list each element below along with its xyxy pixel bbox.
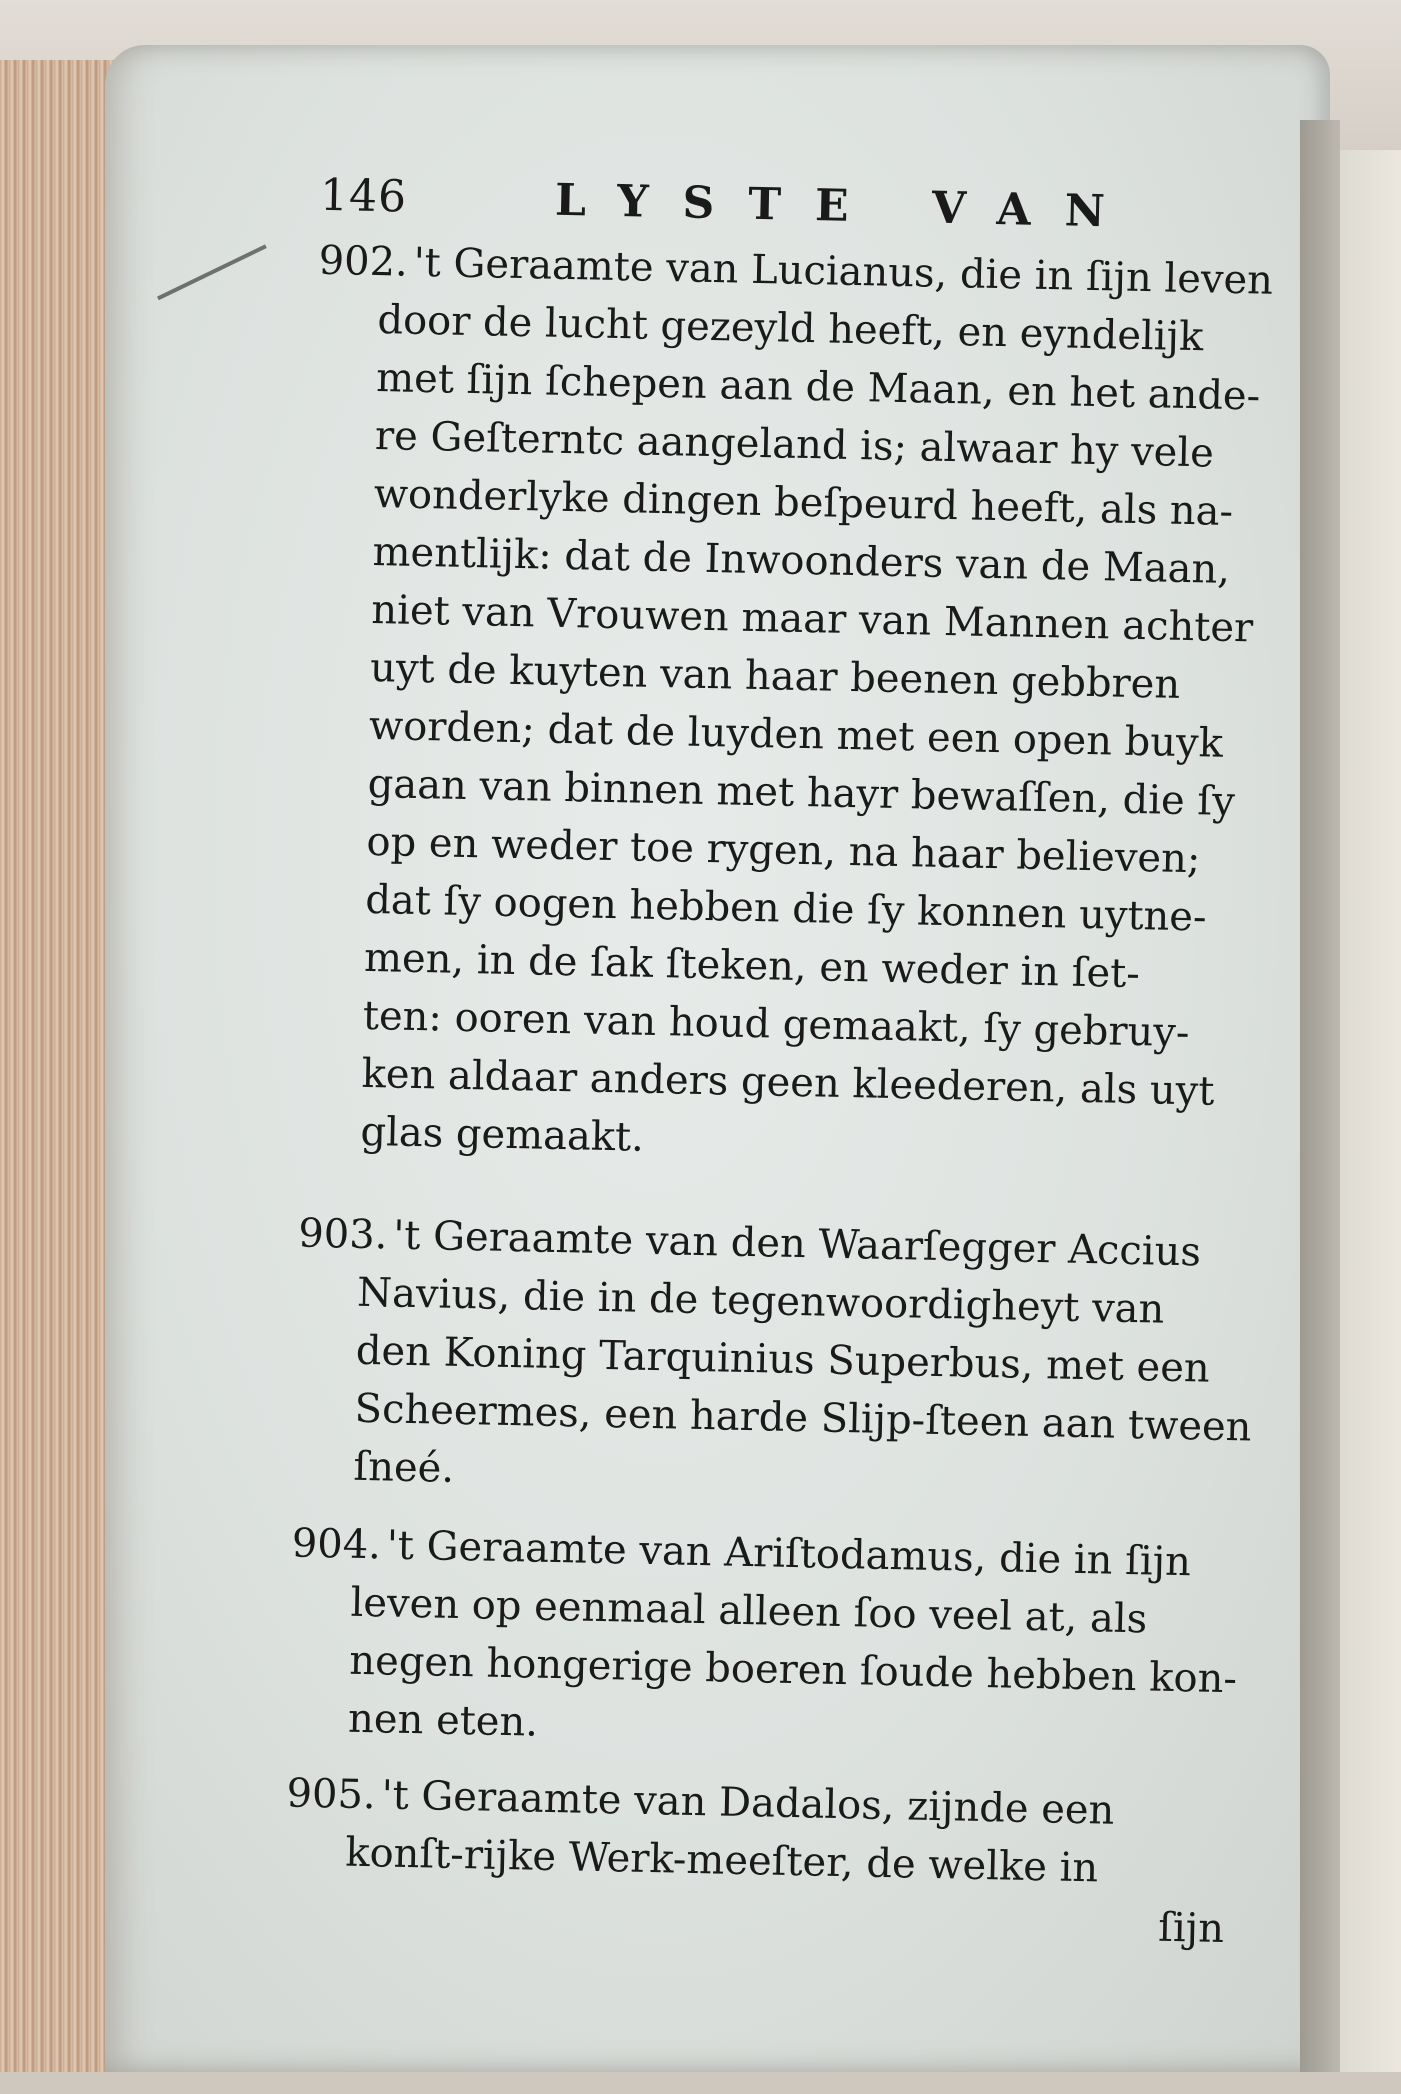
entry-number: 904. [291, 1520, 382, 1569]
entry-number: 903. [297, 1210, 388, 1259]
entry-line: gaan van binnen met hayr bewaſſen, die ſy [367, 760, 1236, 826]
entry-line: konſt-rijke Werk-meeſter, de welke in [344, 1829, 1099, 1892]
entry-line: 't Geraamte van Dadalos, zijnde een [381, 1772, 1115, 1834]
entry-line: wonderlyke dingen beſpeurd heeft, als na- [373, 470, 1234, 535]
entry-line: men, in de ſak ſteken, en weder in ſet- [363, 934, 1141, 998]
entry-line: ſneé. [352, 1443, 455, 1492]
entry-line: glas gemaakt. [360, 1108, 645, 1161]
entry-line: niet van Vrouwen maar van Mannen achter [370, 586, 1254, 652]
entry-905 [284, 1764, 1247, 1958]
entry-line: door de lucht gezeyld heeft, en eyndelijk [377, 297, 1204, 361]
running-title: LYSTE VAN [554, 174, 1140, 238]
entry-902 [300, 232, 1279, 1180]
entry-line: mentlijk: dat de Inwoonders van de Maan, [372, 528, 1231, 593]
entry-904 [288, 1515, 1253, 1767]
entry-line: uyt de kuyten van haar beenen gebbren [369, 644, 1181, 708]
entry-line: worden; dat de luyden met een open buyk [368, 702, 1224, 767]
entry-line: 't Geraamte van Lucianus, die in ſijn leven [413, 239, 1274, 304]
entry-line: ken aldaar anders geen kleederen, als uyt [361, 1050, 1215, 1115]
entry-line: negen hongerige boeren ſoude hebben kon- [348, 1637, 1238, 1703]
entry-line: 't Geraamte van Ariſtodamus, die in ſijn [386, 1522, 1192, 1586]
entry-line: 't Geraamte van den Waarſegger Accius [392, 1212, 1202, 1276]
entry-number: 905. [286, 1770, 377, 1819]
entry-line: met ſijn ſchepen aan de Maan, en het ande- [375, 355, 1261, 420]
entry-line: leven op eenmaal alleen ſoo veel at, als [350, 1579, 1148, 1643]
page-number: 146 [319, 169, 408, 223]
pen-mark [157, 244, 267, 300]
entry-line: dat ſy oogen hebben die ſy konnen uytne- [364, 876, 1208, 941]
entry-903 [293, 1205, 1259, 1515]
entry-line: re Geſterntc aangeland is; alwaar hy vele [374, 413, 1215, 477]
entry-line: op en weder toe rygen, na haar believen; [366, 818, 1201, 883]
entry-line: Navius, die in de tegenwoordigheyt van [356, 1269, 1165, 1333]
catchword: ſijn [1157, 1904, 1225, 1953]
entry-line: den Koning Tarquinius Superbus, met een [355, 1327, 1211, 1392]
entry-line: Scheermes, een harde Slijp-ſteen aan tween [354, 1385, 1252, 1451]
entry-line: nen eten. [347, 1695, 539, 1746]
entry-line: ten: ooren van houd gemaakt, ſy gebruy- [362, 992, 1190, 1057]
entry-number: 902. [318, 237, 409, 286]
